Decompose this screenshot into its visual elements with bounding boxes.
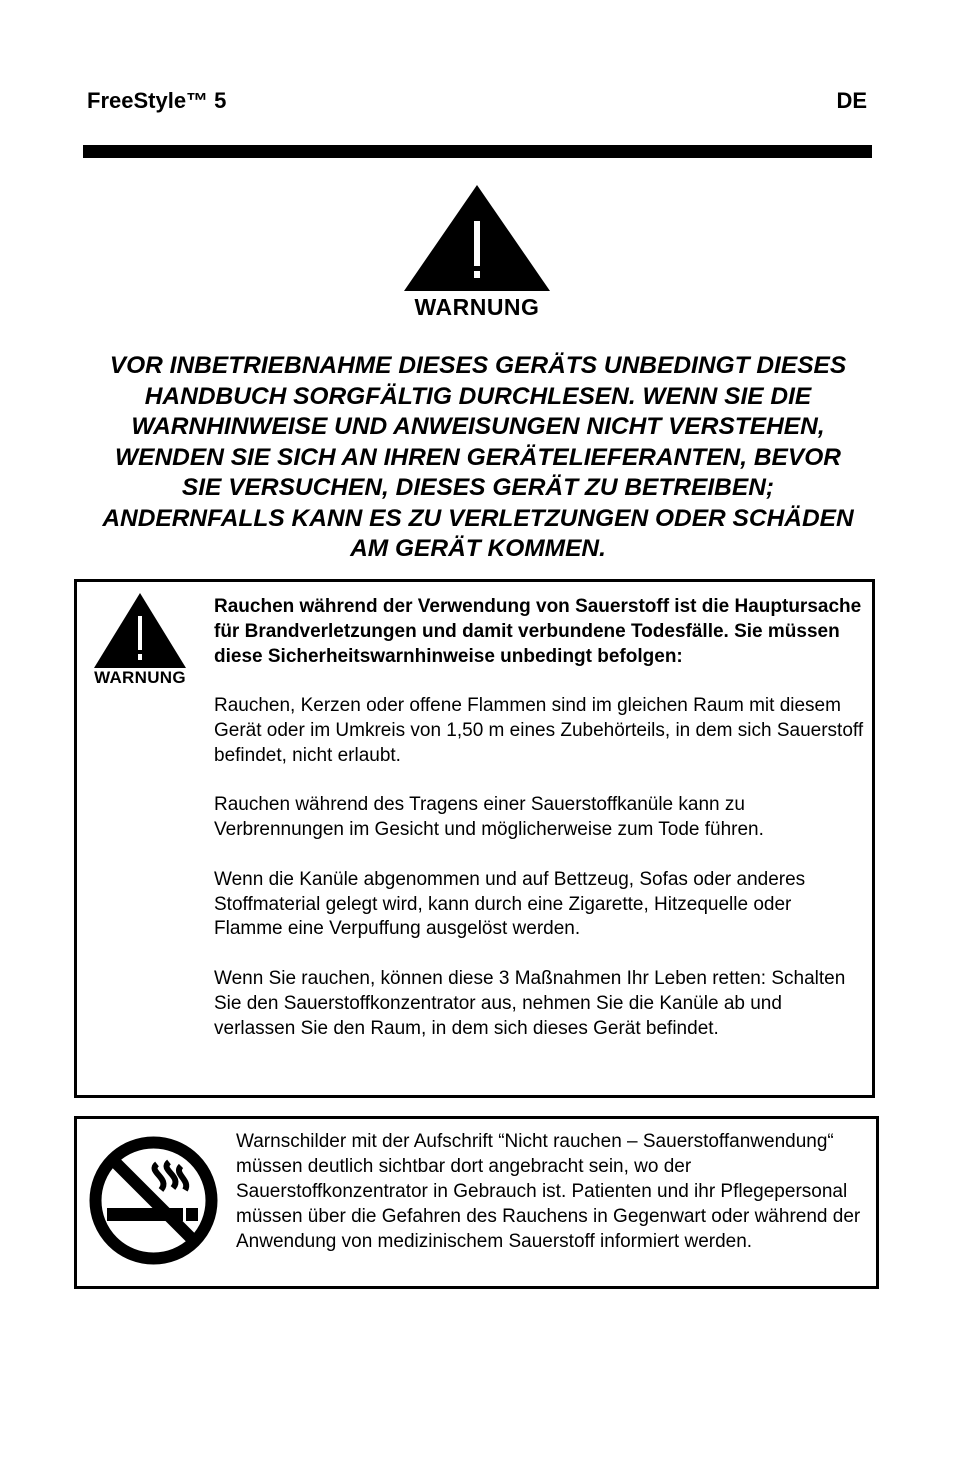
no-smoking-icon bbox=[87, 1134, 220, 1267]
warning-label: WARNUNG bbox=[414, 294, 540, 320]
language-code: DE bbox=[836, 88, 867, 113]
smoking-warning-lead: Rauchen während der Verwendung von Sauerstoff ist die Hauptursache für Brandverletzungen und damit verbundene Todesfälle. Sie müssen diese Sicherheitswarnhinweise unbedingt befolgen: bbox=[214, 596, 862, 667]
product-name: FreeStyle™ 5 bbox=[87, 88, 227, 113]
header-rule bbox=[83, 145, 872, 158]
smoking-warning-paragraph: Rauchen während des Tragens einer Sauerstoffkanüle kann zu Verbrennungen im Gesicht und möglicherweise zum Tode führen. bbox=[214, 794, 764, 841]
smoking-warning-paragraph: Wenn Sie rauchen, können diese 3 Maßnahmen Ihr Leben retten: Schalten Sie den Sauerstoffkonzentrator aus, nehmen Sie die Kanüle ab und verlassen Sie den Raum, in dem sich dieses Gerät befindet. bbox=[214, 967, 846, 1039]
smoking-warning-paragraph: Wenn die Kanüle abgenommen und auf Bettzeug, Sofas oder anderes Stoffmaterial gelegt wird, kann durch eine Zigarette, Hitzequelle oder Flamme eine Verpuffung ausgelöst werden. bbox=[214, 868, 806, 940]
smoking-warning-text bbox=[214, 595, 864, 1066]
no-smoking-notice-box bbox=[74, 1116, 879, 1289]
warning-triangle-icon bbox=[90, 592, 190, 670]
small-warning-symbol bbox=[90, 592, 190, 692]
intro-warning-text: VOR INBETRIEBNAHME DIESES GERÄTS UNBEDINGT DIESES HANDBUCH SORGFÄLTIG DURCHLESEN. WENN SIE DIE WARNHINWEISE UND ANWEISUNGEN NICHT VERSTEHEN, WENDEN SIE SICH AN IHREN GERÄTELIEFERANTEN, BEVOR SIE VERSUCHEN, DIESES GERÄT ZU BETREIBEN; ANDERNFALLS KANN ES ZU VERLETZUNGEN ODER SCHÄDEN AM GERÄT KOMMEN. bbox=[102, 352, 854, 562]
smoking-warning-box bbox=[74, 579, 875, 1098]
warning-symbol bbox=[400, 183, 554, 323]
warning-triangle-icon bbox=[400, 183, 554, 293]
small-warning-label: WARNUNG bbox=[94, 668, 186, 687]
smoking-warning-paragraph: Rauchen, Kerzen oder offene Flammen sind im gleichen Raum mit diesem Gerät oder im Umkreis von 1,50 m eines Zubehörteils, in dem sich Sauerstoff befindet, nicht erlaubt. bbox=[214, 695, 864, 766]
no-smoking-notice-text: Warnschilder mit der Aufschrift “Nicht rauchen – Sauerstoffanwendung“ müssen deutlich sichtbar dort angebracht sein, wo der Sauerstoffkonzentrator in Gebrauch ist. Patienten und ihr Pflegepersonal müssen über die Gefahren des Rauchens in Gegenwart oder während der Anwendung von medizinischem Sauerstoff informiert werden. bbox=[236, 1131, 861, 1252]
page-header bbox=[87, 88, 867, 118]
